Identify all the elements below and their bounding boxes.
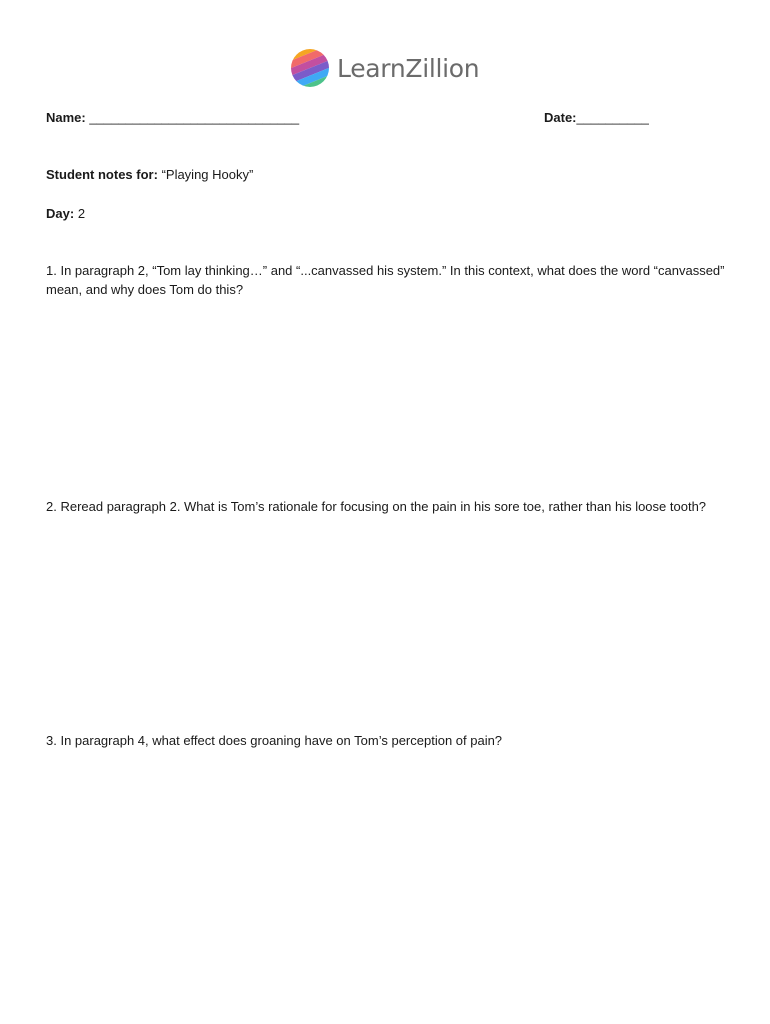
date-blank: __________ — [576, 110, 649, 125]
day-value: 2 — [77, 206, 86, 221]
logo-text: LearnZillion — [337, 53, 480, 83]
student-notes-heading — [46, 165, 253, 184]
learnzillion-logo-icon — [290, 48, 330, 88]
date-label: Date: — [544, 110, 577, 125]
story-title: “Playing Hooky” — [161, 167, 254, 182]
name-field[interactable] — [46, 108, 299, 127]
name-blank: _____________________________ — [89, 110, 300, 125]
learnzillion-logo — [290, 46, 479, 90]
date-field[interactable] — [544, 108, 649, 127]
question-2: 2. Reread paragraph 2. What is Tom’s rationale for focusing on the pain in his sore toe, rather than his loose tooth? — [46, 499, 707, 514]
day-line — [46, 204, 85, 223]
question-1: 1. In paragraph 2, “Tom lay thinking…” and “...canvassed his system.” In this context, what does the word “canvassed” mean, and why does Tom do this? — [46, 263, 725, 297]
student-notes-label: Student notes for: — [46, 167, 158, 182]
day-label: Day: — [46, 206, 75, 221]
question-3: 3. In paragraph 4, what effect does groaning have on Tom’s perception of pain? — [46, 733, 503, 748]
name-label: Name: — [46, 110, 86, 125]
